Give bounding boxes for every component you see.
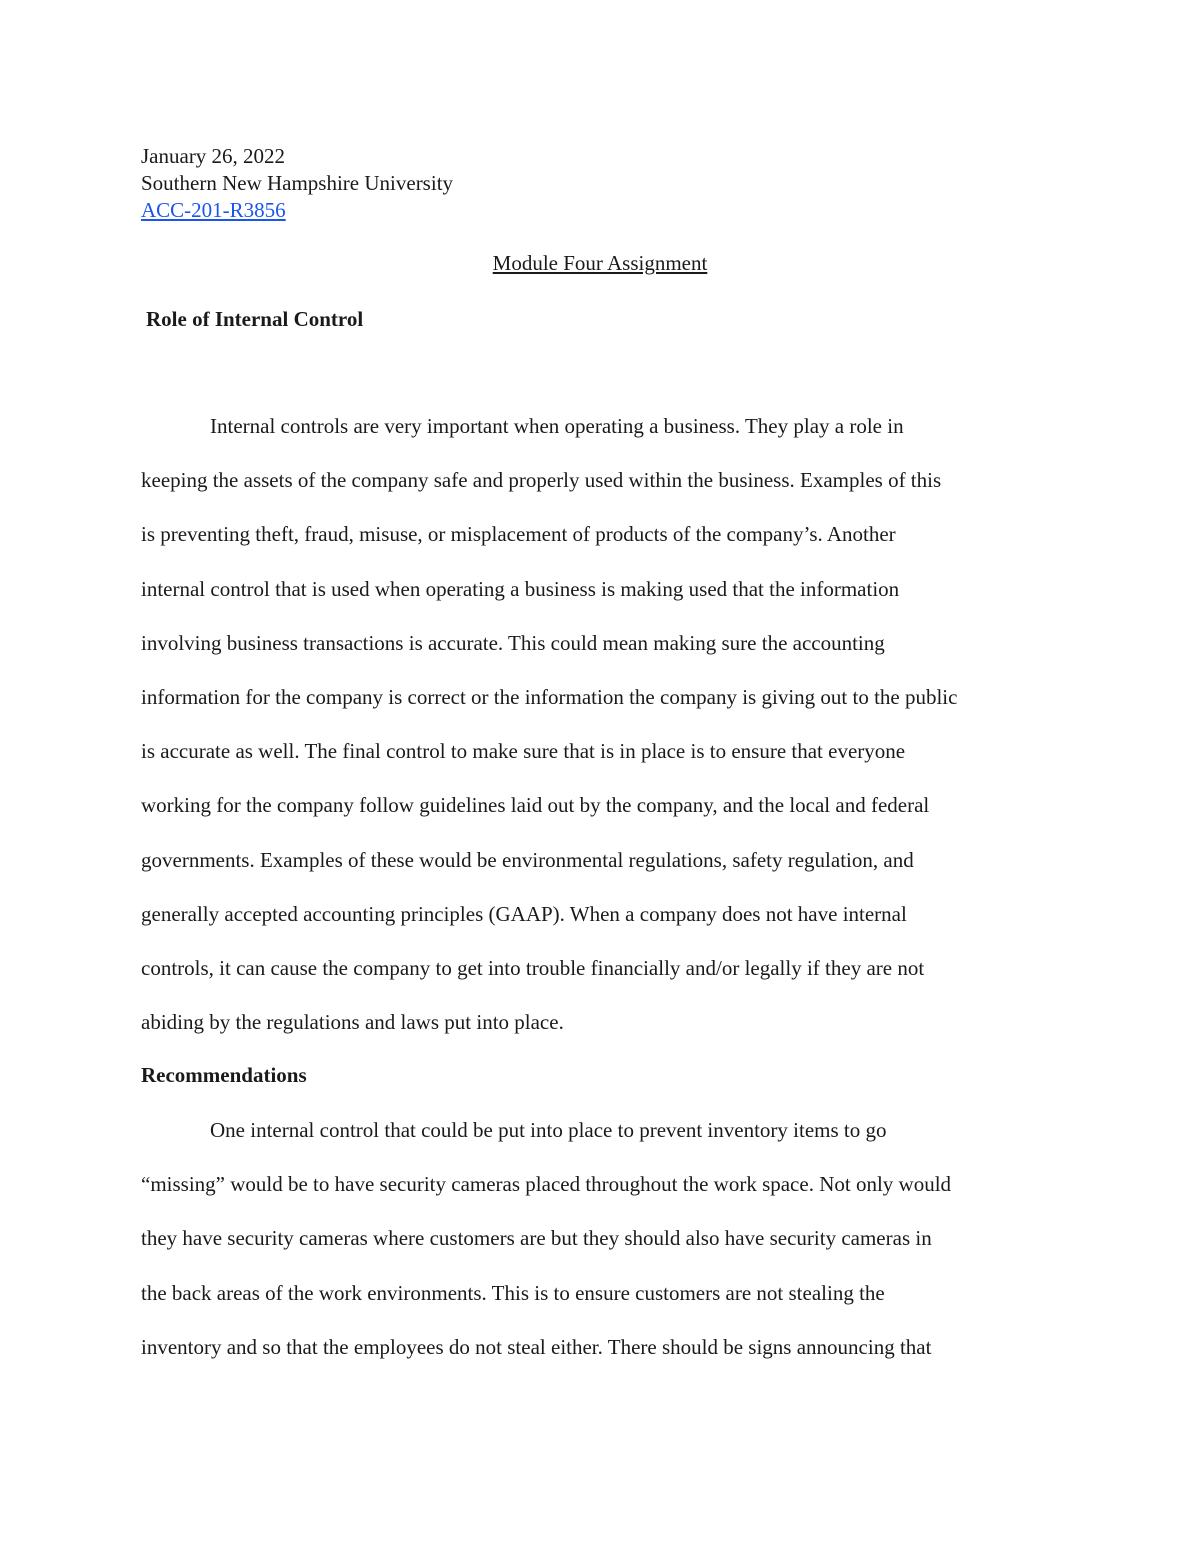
- text-line: inventory and so that the employees do not steal either. There should be signs announcing that: [141, 1334, 932, 1359]
- text-line: the back areas of the work environments. This is to ensure customers are not stealing the: [141, 1280, 885, 1305]
- text-line: working for the company follow guidelines laid out by the company, and the local and federal: [141, 793, 930, 818]
- date-line: January 26, 2022: [141, 144, 286, 168]
- text-line: keeping the assets of the company safe and properly used within the business. Examples of this: [141, 468, 942, 493]
- text-line: abiding by the regulations and laws put into place.: [141, 1010, 564, 1035]
- text-line: “missing” would be to have security cameras placed throughout the work space. Not only would: [141, 1172, 952, 1197]
- text-line: information for the company is correct or the information the company is giving out to the public: [141, 684, 958, 709]
- text-line: internal control that is used when operating a business is making used that the information: [141, 576, 900, 601]
- text-line: involving business transactions is accurate. This could mean making sure the accounting: [141, 630, 885, 655]
- text-line: is preventing theft, fraud, misuse, or misplacement of products of the company’s. Another: [141, 522, 896, 547]
- paragraph-recommendations: [141, 1117, 1061, 1388]
- text-line: Internal controls are very important when operating a business. They play a role in: [210, 414, 904, 438]
- institution-line: Southern New Hampshire University: [141, 171, 454, 195]
- text-line: is accurate as well. The final control to make sure that is in place is to ensure that everyone: [141, 739, 906, 764]
- document-header: [141, 143, 1061, 224]
- section-heading-recommendations: Recommendations: [141, 1063, 307, 1087]
- page-title: Module Four Assignment: [492, 251, 708, 275]
- text-line: they have security cameras where customers are but they should also have security cameras in: [141, 1226, 932, 1251]
- text-line: governments. Examples of these would be environmental regulations, safety regulation, and: [141, 847, 914, 872]
- text-line: One internal control that could be put into place to prevent inventory items to go: [210, 1118, 887, 1142]
- text-line: controls, it can cause the company to get into trouble financially and/or legally if they are not: [141, 955, 925, 980]
- paragraph-role-of-internal-control: [141, 413, 1061, 1063]
- section-heading-role-of-internal-control: Role of Internal Control: [146, 307, 364, 331]
- course-code-link[interactable]: ACC-201-R3856: [141, 198, 286, 222]
- text-line: generally accepted accounting principles (GAAP). When a company does not have internal: [141, 901, 907, 926]
